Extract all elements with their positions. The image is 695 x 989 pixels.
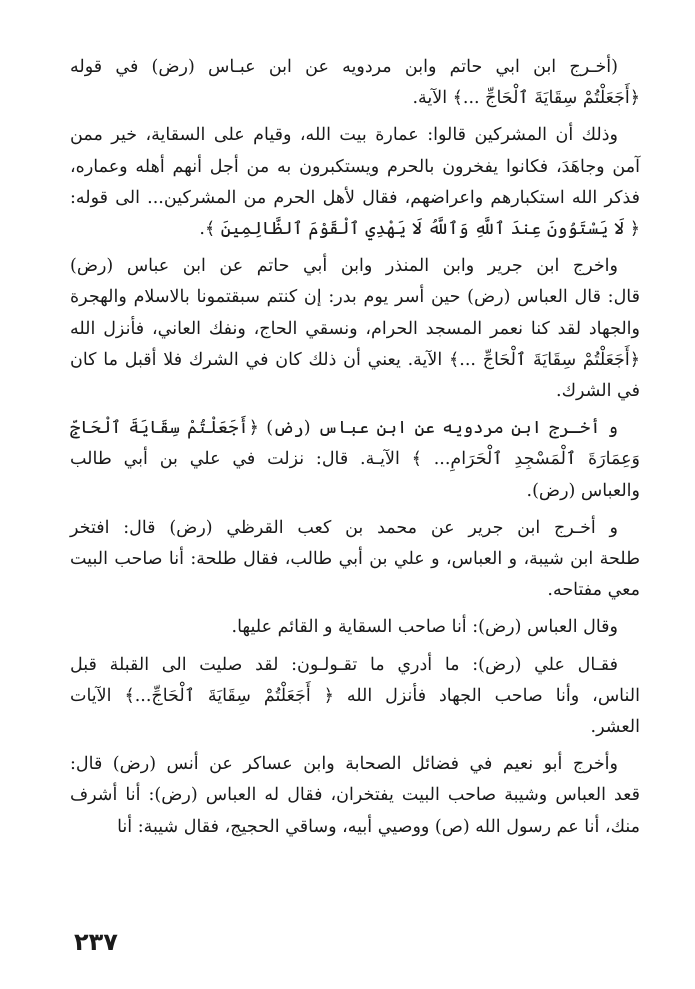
text-line: الناس، وأنا صاحب الجهاد فأنزل الله ﴿ أَجَعَلْتُمْ سِقَايَةَ ٱلْحَاجِّ...﴾ الآيات [70,685,640,706]
text-line: آمن وجاهَدَ، فكانوا يفخرون بالحرم ويستكبرون به من أجل أنهم أهله وعماره، [70,156,640,177]
text-line: معي مفتاحه. [547,580,640,601]
text-line: ﴿أَجَعَلْتُمْ سِقَايَةَ ٱلْحَاجِّ ...﴾ الآية. يعني أن ذلك كان في الشرك فلا أقبل ما كان [70,349,640,370]
text-line: فذكر الله استكبارهم واعراضهم، فقال لأهل الحرم من المشركين... الى قوله: [70,187,640,208]
text-line: قعد العباس وشيبة صاحب البيت يفتخران، فقال له العباس (رض): أنا أشرف [70,785,640,806]
text-line: ﴿ لَا يَسْتَوُونَ عِندَ ٱللَّهِ وَٱللَّهُ لَا يَهْدِي ٱلْقَوْمَ ٱلظَّالِمِينَ ﴾. [199,219,640,240]
paragraph [70,120,640,245]
text-line: والعباس (رض). [526,480,640,501]
text-line: و أخـرج ابن مردويه عن ابن عباس (رض) ﴿أَجَعَلْتُمْ سِقَايَةَ ٱلْحَاجِّ [70,418,618,439]
text-line: منك، أنا عم رسول الله (ص) ووصيي أبيه، وساقي الحجيج، فقال شيبة: أنا [117,816,640,837]
paragraph [70,749,640,843]
text-line: والجهاد لقد كنا نعمر المسجد الحرام، ونسقي الحاج، ونفك العاني، فأنزل الله [70,318,640,339]
page-body [70,52,640,849]
text-line: ﴿أَجَعَلْتُمْ سِقَايَةَ ٱلْحَاجِّ ...﴾ الآية. [412,88,640,109]
text-line: وقال العباس (رض): أنا صاحب السقاية و القائم عليها. [231,617,618,638]
paragraph [70,251,640,407]
text-line: العشر. [590,717,640,738]
paragraph [70,513,640,607]
text-line: و أخـرج ابن جرير عن محمد بن كعب القرظي (رض) قال: افتخر [70,517,618,538]
paragraph [70,612,640,643]
text-line: واخرج ابن جرير وابن المنذر وابن أبي حاتم عن ابن عباس (رض) [70,256,618,277]
text-line: وأخرج أبو نعيم في فضائل الصحابة وابن عساكر عن أنس (رض) قال: [70,754,618,775]
text-line: (أخـرج ابن ابي حاتم وابن مردويه عن ابن عبـاس (رض) في قوله [70,57,618,77]
text-line: فقـال علي (رض): ما أدري ما تقـولـون: لقد صليت الى القبلة قبل [70,654,618,675]
text-line: وَعِمَارَةَ ٱلْمَسْجِدِ ٱلْحَرَامِ... ﴾ الآيـة. قال: نزلت في علي بن أبي طالب [70,449,640,470]
text-line: وذلك أن المشركين قالوا: عمارة بيت الله، وقيام على السقاية، خير ممن [70,125,618,146]
text-line: طلحة ابن شيبة، و العباس، و علي بن أبي طالب، فقال طلحة: أنا صاحب البيت [70,549,640,570]
text-line: قال: قال العباس (رض) حين أسر يوم بدر: إن كنتم سبقتمونا بالاسلام والهجرة [70,287,640,308]
page-number: ٢٣٧ [74,928,118,956]
paragraph [70,52,640,114]
paragraph [70,650,640,744]
text-line: في الشرك. [556,381,640,402]
paragraph [70,413,640,507]
